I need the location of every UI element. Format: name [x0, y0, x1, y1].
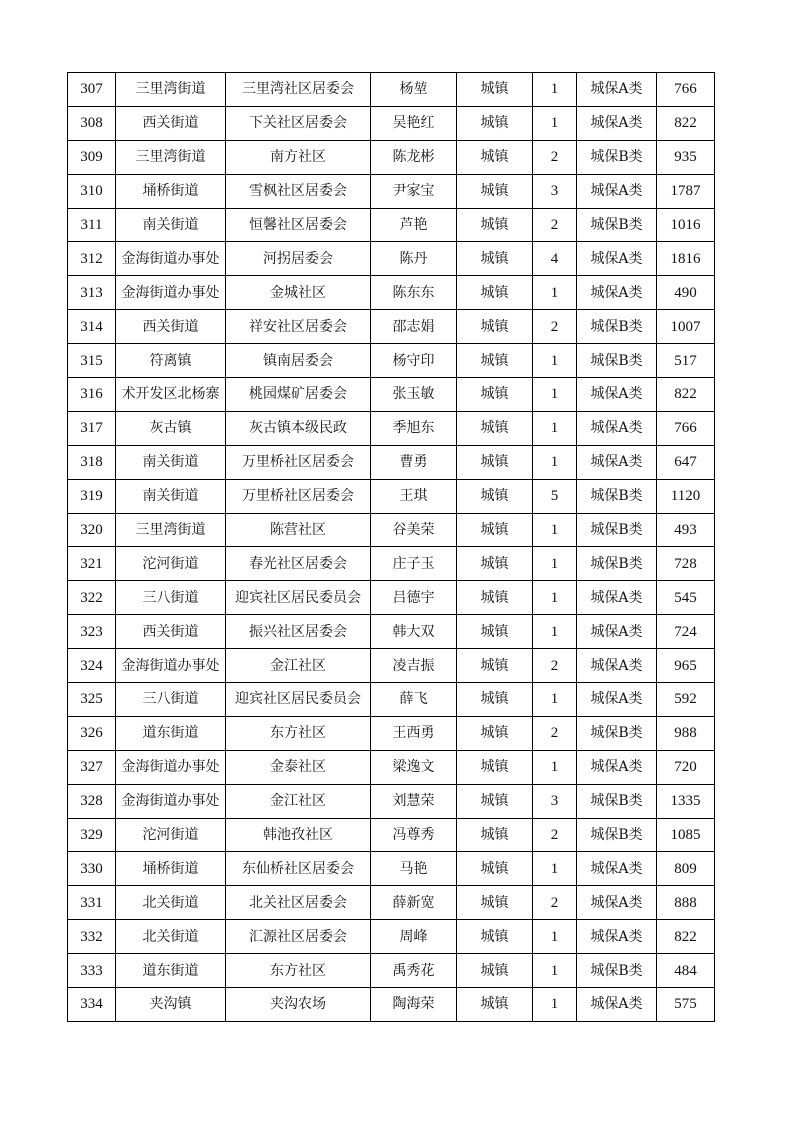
cell-area-type: 城镇 [457, 106, 533, 140]
cell-household-size: 2 [533, 649, 577, 683]
cell-household-size: 2 [533, 310, 577, 344]
cell-street-office: 西关街道 [116, 615, 226, 649]
cell-household-size: 2 [533, 818, 577, 852]
cell-insurance-category: 城保B类 [577, 513, 657, 547]
cell-household-size: 2 [533, 140, 577, 174]
cell-area-type: 城镇 [457, 649, 533, 683]
cell-household-size: 3 [533, 784, 577, 818]
cell-area-type: 城镇 [457, 750, 533, 784]
cell-street-office: 灰古镇 [116, 411, 226, 445]
cell-recipient-name: 陈东东 [371, 276, 457, 310]
cell-recipient-name: 吕德宇 [371, 581, 457, 615]
cell-amount: 493 [657, 513, 715, 547]
cell-row-number: 326 [68, 716, 116, 750]
cell-insurance-category: 城保A类 [577, 378, 657, 412]
cell-area-type: 城镇 [457, 581, 533, 615]
cell-amount: 766 [657, 411, 715, 445]
cell-insurance-category: 城保A类 [577, 615, 657, 649]
cell-insurance-category: 城保A类 [577, 683, 657, 717]
cell-community: 祥安社区居委会 [226, 310, 371, 344]
cell-insurance-category: 城保B类 [577, 479, 657, 513]
cell-insurance-category: 城保B类 [577, 208, 657, 242]
table-row [68, 920, 715, 954]
cell-area-type: 城镇 [457, 886, 533, 920]
table-row [68, 378, 715, 412]
table-row [68, 310, 715, 344]
cell-community: 迎宾社区居民委员会 [226, 683, 371, 717]
cell-household-size: 2 [533, 886, 577, 920]
cell-street-office: 三里湾街道 [116, 513, 226, 547]
cell-recipient-name: 邵志娟 [371, 310, 457, 344]
cell-insurance-category: 城保B类 [577, 784, 657, 818]
cell-insurance-category: 城保B类 [577, 547, 657, 581]
cell-insurance-category: 城保A类 [577, 886, 657, 920]
cell-street-office: 三八街道 [116, 581, 226, 615]
cell-amount: 1816 [657, 242, 715, 276]
cell-insurance-category: 城保A类 [577, 920, 657, 954]
cell-recipient-name: 马艳 [371, 852, 457, 886]
cell-community: 迎宾社区居民委员会 [226, 581, 371, 615]
cell-recipient-name: 杨堃 [371, 73, 457, 107]
table-row [68, 988, 715, 1022]
cell-area-type: 城镇 [457, 73, 533, 107]
cell-insurance-category: 城保A类 [577, 750, 657, 784]
cell-household-size: 2 [533, 208, 577, 242]
cell-amount: 490 [657, 276, 715, 310]
table-row [68, 784, 715, 818]
cell-row-number: 313 [68, 276, 116, 310]
cell-insurance-category: 城保A类 [577, 581, 657, 615]
cell-household-size: 2 [533, 716, 577, 750]
table-row [68, 411, 715, 445]
cell-community: 金城社区 [226, 276, 371, 310]
cell-row-number: 315 [68, 344, 116, 378]
cell-amount: 822 [657, 106, 715, 140]
cell-street-office: 南关街道 [116, 445, 226, 479]
cell-amount: 647 [657, 445, 715, 479]
cell-household-size: 1 [533, 581, 577, 615]
cell-row-number: 327 [68, 750, 116, 784]
cell-street-office: 三里湾街道 [116, 140, 226, 174]
cell-recipient-name: 杨守印 [371, 344, 457, 378]
cell-area-type: 城镇 [457, 716, 533, 750]
cell-household-size: 1 [533, 852, 577, 886]
cell-row-number: 307 [68, 73, 116, 107]
table-row [68, 73, 715, 107]
cell-street-office: 埇桥街道 [116, 852, 226, 886]
cell-area-type: 城镇 [457, 344, 533, 378]
cell-amount: 1016 [657, 208, 715, 242]
cell-community: 万里桥社区居委会 [226, 445, 371, 479]
cell-row-number: 317 [68, 411, 116, 445]
cell-row-number: 311 [68, 208, 116, 242]
cell-community: 金江社区 [226, 649, 371, 683]
cell-row-number: 308 [68, 106, 116, 140]
cell-amount: 1085 [657, 818, 715, 852]
cell-row-number: 332 [68, 920, 116, 954]
cell-household-size: 1 [533, 513, 577, 547]
cell-row-number: 310 [68, 174, 116, 208]
cell-insurance-category: 城保B类 [577, 140, 657, 174]
cell-recipient-name: 薛飞 [371, 683, 457, 717]
cell-row-number: 312 [68, 242, 116, 276]
cell-street-office: 南关街道 [116, 208, 226, 242]
cell-insurance-category: 城保A类 [577, 445, 657, 479]
cell-recipient-name: 芦艳 [371, 208, 457, 242]
roster-table [67, 72, 715, 1022]
table-row [68, 106, 715, 140]
cell-street-office: 金海街道办事处 [116, 649, 226, 683]
cell-recipient-name: 刘慧荣 [371, 784, 457, 818]
cell-community: 韩池孜社区 [226, 818, 371, 852]
cell-area-type: 城镇 [457, 411, 533, 445]
cell-street-office: 北关街道 [116, 920, 226, 954]
cell-area-type: 城镇 [457, 683, 533, 717]
cell-amount: 965 [657, 649, 715, 683]
cell-community: 东方社区 [226, 716, 371, 750]
cell-amount: 517 [657, 344, 715, 378]
roster-body [68, 73, 715, 1022]
table-row [68, 140, 715, 174]
cell-area-type: 城镇 [457, 242, 533, 276]
cell-street-office: 道东街道 [116, 716, 226, 750]
table-row [68, 886, 715, 920]
cell-household-size: 1 [533, 276, 577, 310]
cell-insurance-category: 城保A类 [577, 649, 657, 683]
cell-community: 东仙桥社区居委会 [226, 852, 371, 886]
cell-row-number: 321 [68, 547, 116, 581]
cell-recipient-name: 陶海荣 [371, 988, 457, 1022]
cell-recipient-name: 季旭东 [371, 411, 457, 445]
table-row [68, 445, 715, 479]
cell-household-size: 1 [533, 988, 577, 1022]
table-row [68, 208, 715, 242]
cell-insurance-category: 城保A类 [577, 988, 657, 1022]
cell-insurance-category: 城保A类 [577, 852, 657, 886]
cell-amount: 720 [657, 750, 715, 784]
cell-street-office: 金海街道办事处 [116, 276, 226, 310]
cell-community: 河拐居委会 [226, 242, 371, 276]
cell-street-office: 金海街道办事处 [116, 750, 226, 784]
cell-household-size: 1 [533, 547, 577, 581]
cell-household-size: 1 [533, 344, 577, 378]
cell-amount: 822 [657, 920, 715, 954]
cell-recipient-name: 吴艳红 [371, 106, 457, 140]
table-row [68, 276, 715, 310]
cell-area-type: 城镇 [457, 479, 533, 513]
cell-row-number: 331 [68, 886, 116, 920]
cell-row-number: 322 [68, 581, 116, 615]
table-row [68, 344, 715, 378]
cell-insurance-category: 城保B类 [577, 954, 657, 988]
cell-household-size: 1 [533, 411, 577, 445]
cell-row-number: 309 [68, 140, 116, 174]
cell-area-type: 城镇 [457, 547, 533, 581]
cell-street-office: 南关街道 [116, 479, 226, 513]
cell-amount: 766 [657, 73, 715, 107]
cell-street-office: 三里湾街道 [116, 73, 226, 107]
cell-insurance-category: 城保A类 [577, 174, 657, 208]
table-row [68, 750, 715, 784]
cell-street-office: 西关街道 [116, 310, 226, 344]
cell-area-type: 城镇 [457, 378, 533, 412]
cell-household-size: 1 [533, 954, 577, 988]
cell-recipient-name: 梁逸文 [371, 750, 457, 784]
table-row [68, 852, 715, 886]
cell-area-type: 城镇 [457, 140, 533, 174]
cell-amount: 1335 [657, 784, 715, 818]
cell-community: 金泰社区 [226, 750, 371, 784]
cell-household-size: 1 [533, 615, 577, 649]
cell-recipient-name: 谷美荣 [371, 513, 457, 547]
cell-area-type: 城镇 [457, 988, 533, 1022]
cell-street-office: 金海街道办事处 [116, 784, 226, 818]
cell-community: 桃园煤矿居委会 [226, 378, 371, 412]
cell-household-size: 5 [533, 479, 577, 513]
table-row [68, 174, 715, 208]
cell-area-type: 城镇 [457, 174, 533, 208]
cell-row-number: 334 [68, 988, 116, 1022]
cell-area-type: 城镇 [457, 954, 533, 988]
cell-community: 南方社区 [226, 140, 371, 174]
cell-community: 镇南居委会 [226, 344, 371, 378]
cell-amount: 724 [657, 615, 715, 649]
table-row [68, 479, 715, 513]
table-row [68, 716, 715, 750]
cell-community: 三里湾社区居委会 [226, 73, 371, 107]
cell-recipient-name: 薛新宽 [371, 886, 457, 920]
cell-row-number: 329 [68, 818, 116, 852]
cell-area-type: 城镇 [457, 852, 533, 886]
cell-community: 春光社区居委会 [226, 547, 371, 581]
cell-community: 北关社区居委会 [226, 886, 371, 920]
cell-recipient-name: 曹勇 [371, 445, 457, 479]
cell-street-office: 术开发区北杨寨 [116, 378, 226, 412]
table-row [68, 683, 715, 717]
cell-street-office: 道东街道 [116, 954, 226, 988]
cell-street-office: 三八街道 [116, 683, 226, 717]
cell-household-size: 1 [533, 920, 577, 954]
cell-community: 金江社区 [226, 784, 371, 818]
cell-street-office: 金海街道办事处 [116, 242, 226, 276]
cell-household-size: 1 [533, 378, 577, 412]
cell-street-office: 北关街道 [116, 886, 226, 920]
cell-area-type: 城镇 [457, 513, 533, 547]
cell-insurance-category: 城保B类 [577, 818, 657, 852]
cell-street-office: 沱河街道 [116, 818, 226, 852]
cell-area-type: 城镇 [457, 208, 533, 242]
table-row [68, 581, 715, 615]
table-row [68, 615, 715, 649]
cell-street-office: 夹沟镇 [116, 988, 226, 1022]
cell-insurance-category: 城保A类 [577, 73, 657, 107]
cell-household-size: 4 [533, 242, 577, 276]
cell-amount: 1787 [657, 174, 715, 208]
cell-row-number: 328 [68, 784, 116, 818]
cell-community: 东方社区 [226, 954, 371, 988]
cell-street-office: 西关街道 [116, 106, 226, 140]
cell-insurance-category: 城保B类 [577, 344, 657, 378]
cell-amount: 809 [657, 852, 715, 886]
cell-amount: 935 [657, 140, 715, 174]
cell-insurance-category: 城保B类 [577, 310, 657, 344]
cell-community: 陈营社区 [226, 513, 371, 547]
cell-insurance-category: 城保A类 [577, 411, 657, 445]
cell-household-size: 1 [533, 106, 577, 140]
table-row [68, 818, 715, 852]
cell-household-size: 1 [533, 445, 577, 479]
cell-community: 下关社区居委会 [226, 106, 371, 140]
cell-household-size: 1 [533, 750, 577, 784]
cell-street-office: 埇桥街道 [116, 174, 226, 208]
cell-insurance-category: 城保A类 [577, 276, 657, 310]
cell-street-office: 沱河街道 [116, 547, 226, 581]
cell-amount: 822 [657, 378, 715, 412]
cell-recipient-name: 冯尊秀 [371, 818, 457, 852]
cell-community: 夹沟农场 [226, 988, 371, 1022]
cell-row-number: 319 [68, 479, 116, 513]
cell-recipient-name: 周峰 [371, 920, 457, 954]
cell-row-number: 330 [68, 852, 116, 886]
cell-recipient-name: 王琪 [371, 479, 457, 513]
cell-insurance-category: 城保A类 [577, 242, 657, 276]
cell-community: 灰古镇本级民政 [226, 411, 371, 445]
cell-area-type: 城镇 [457, 276, 533, 310]
cell-area-type: 城镇 [457, 920, 533, 954]
cell-area-type: 城镇 [457, 818, 533, 852]
cell-recipient-name: 王西勇 [371, 716, 457, 750]
cell-street-office: 符离镇 [116, 344, 226, 378]
cell-recipient-name: 陈龙彬 [371, 140, 457, 174]
cell-area-type: 城镇 [457, 784, 533, 818]
cell-insurance-category: 城保B类 [577, 716, 657, 750]
table-row [68, 547, 715, 581]
cell-recipient-name: 尹家宝 [371, 174, 457, 208]
cell-row-number: 325 [68, 683, 116, 717]
cell-amount: 592 [657, 683, 715, 717]
cell-area-type: 城镇 [457, 615, 533, 649]
cell-amount: 545 [657, 581, 715, 615]
cell-insurance-category: 城保A类 [577, 106, 657, 140]
cell-recipient-name: 张玉敏 [371, 378, 457, 412]
cell-recipient-name: 庄子玉 [371, 547, 457, 581]
cell-community: 万里桥社区居委会 [226, 479, 371, 513]
cell-row-number: 316 [68, 378, 116, 412]
cell-row-number: 323 [68, 615, 116, 649]
cell-row-number: 324 [68, 649, 116, 683]
cell-community: 雪枫社区居委会 [226, 174, 371, 208]
cell-recipient-name: 凌吉振 [371, 649, 457, 683]
cell-amount: 484 [657, 954, 715, 988]
cell-recipient-name: 韩大双 [371, 615, 457, 649]
cell-household-size: 1 [533, 73, 577, 107]
cell-amount: 728 [657, 547, 715, 581]
cell-amount: 575 [657, 988, 715, 1022]
cell-row-number: 320 [68, 513, 116, 547]
table-row [68, 513, 715, 547]
cell-amount: 988 [657, 716, 715, 750]
cell-row-number: 318 [68, 445, 116, 479]
cell-community: 振兴社区居委会 [226, 615, 371, 649]
cell-amount: 1007 [657, 310, 715, 344]
cell-area-type: 城镇 [457, 310, 533, 344]
cell-row-number: 314 [68, 310, 116, 344]
cell-amount: 1120 [657, 479, 715, 513]
table-row [68, 954, 715, 988]
cell-row-number: 333 [68, 954, 116, 988]
cell-area-type: 城镇 [457, 445, 533, 479]
cell-community: 汇源社区居委会 [226, 920, 371, 954]
table-row [68, 242, 715, 276]
cell-household-size: 1 [533, 683, 577, 717]
cell-recipient-name: 禹秀花 [371, 954, 457, 988]
cell-household-size: 3 [533, 174, 577, 208]
cell-recipient-name: 陈丹 [371, 242, 457, 276]
table-row [68, 649, 715, 683]
cell-community: 恒馨社区居委会 [226, 208, 371, 242]
cell-amount: 888 [657, 886, 715, 920]
